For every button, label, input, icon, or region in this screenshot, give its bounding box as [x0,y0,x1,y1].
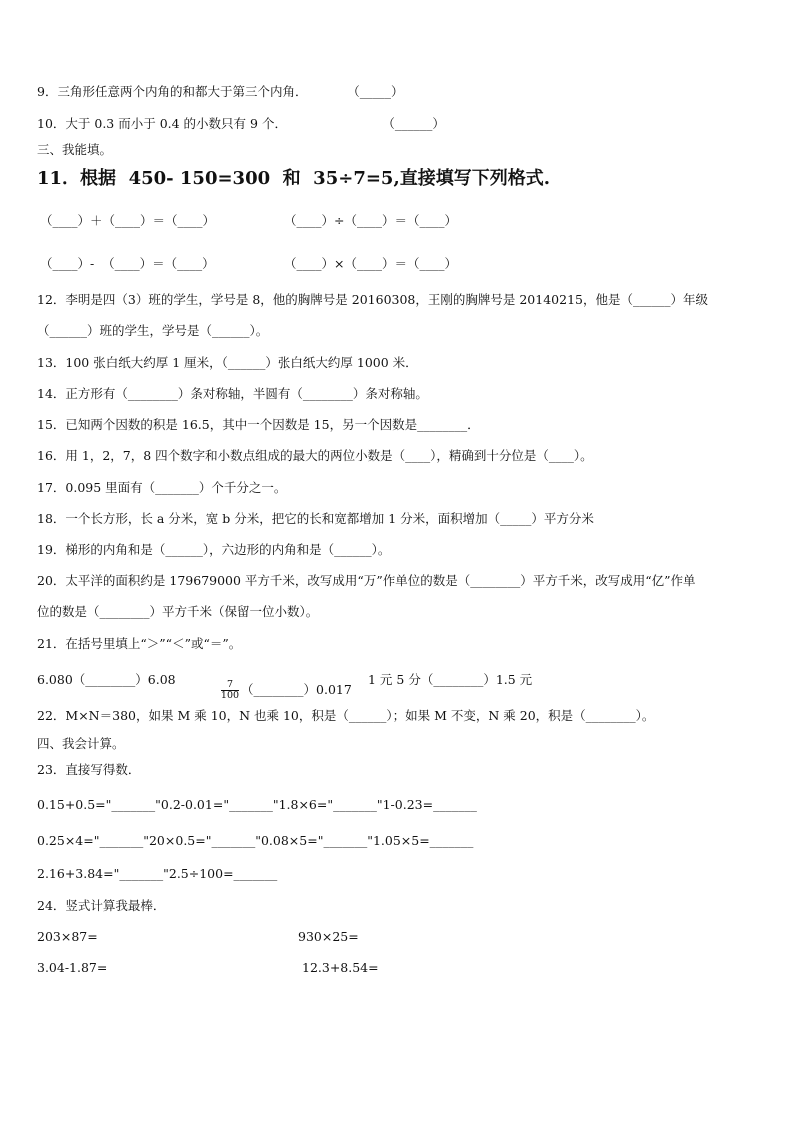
question-11-title: 11．根据 450- 150=300 和 35÷7=5,直接填写下列格式. [37,168,550,189]
section-4-heading: 四、我会计算。 [37,736,125,751]
question-11-row2-left: （____）- （____）＝（____） [40,256,215,271]
question-14: 14．正方形有（________）条对称轴，半圆有（________）条对称轴。 [37,386,428,401]
question-22: 22．M×N＝380，如果 M 乘 10，N 也乘 10，积是（______）；如果 M 不变，N 乘 20，积是（________）。 [37,708,655,723]
question-15: 15．已知两个因数的积是 16.5，其中一个因数是 15，另一个因数是________． [37,417,480,432]
question-11-row1-right: （____）÷（____）＝（____） [284,213,457,228]
question-13: 13．100 张白纸大约厚 1 厘米，（______）张白纸大约厚 1000 米． [37,355,418,370]
question-10: 10．大于 0.3 而小于 0.4 的小数只有 9 个． （______） [37,116,445,131]
question-24-item-d: 12.3+8.54= [302,960,379,975]
question-11-row1-left: （____）＋（____）＝（____） [40,213,216,228]
question-21: 21．在括号里填上“＞”“＜”或“＝”。 [37,636,242,651]
question-16: 16．用 1，2，7，8 四个数字和小数点组成的最大的两位小数是（____），精确到十分位是（____）。 [37,448,593,463]
section-3-heading: 三、我能填。 [37,142,113,157]
question-19: 19．梯形的内角和是（______），六边形的内角和是（______）。 [37,542,391,557]
question-21-item-a: 6.080（________）6.08 [37,672,176,687]
question-24-item-a: 203×87= [37,929,98,944]
question-23: 23．直接写得数． [37,762,141,777]
fraction-denominator: 100 [220,690,240,701]
question-12-line1: 12．李明是四（3）班的学生，学号是 8，他的胸牌号是 20160308，王刚的胸牌号是 20140215，他是（______）年级 [37,292,708,307]
question-21-item-b-text: （________）0.017 [241,682,352,697]
question-23-row1: 0.15+0.5="_______"0.2-0.01="_______"1.8×6="_______"1-0.23=_______ [37,797,477,812]
question-20-line1: 20．太平洋的面积约是 179679000 平方千米，改写成用“万”作单位的数是（________）平方千米，改写成用“亿”作单 [37,573,696,588]
fraction [221,680,239,701]
question-24-item-c: 3.04-1.87= [37,960,108,975]
question-23-row2: 0.25×4="_______"20×0.5="_______"0.08×5="_______"1.05×5=_______ [37,833,474,848]
fraction-numerator: 7 [226,679,233,690]
question-9: 9．三角形任意两个内角的和都大于第三个内角． （_____） [37,84,404,99]
question-20-line2: 位的数是（________）平方千米（保留一位小数）。 [37,604,319,619]
question-23-row3: 2.16+3.84="_______"2.5÷100=_______ [37,866,278,881]
question-17: 17．0.095 里面有（_______）个千分之一。 [37,480,287,495]
question-11-row2-right: （____）×（____）＝（____） [284,256,457,271]
question-18: 18．一个长方形，长 a 分米，宽 b 分米，把它的长和宽都增加 1 分米，面积增加（_____）平方分米 [37,511,594,526]
question-21-item-c: 1 元 5 分（________）1.5 元 [368,672,533,687]
question-12-line2: （______）班的学生，学号是（______）。 [37,323,269,338]
question-24-item-b: 930×25= [298,929,359,944]
question-24: 24．竖式计算我最棒． [37,898,166,913]
